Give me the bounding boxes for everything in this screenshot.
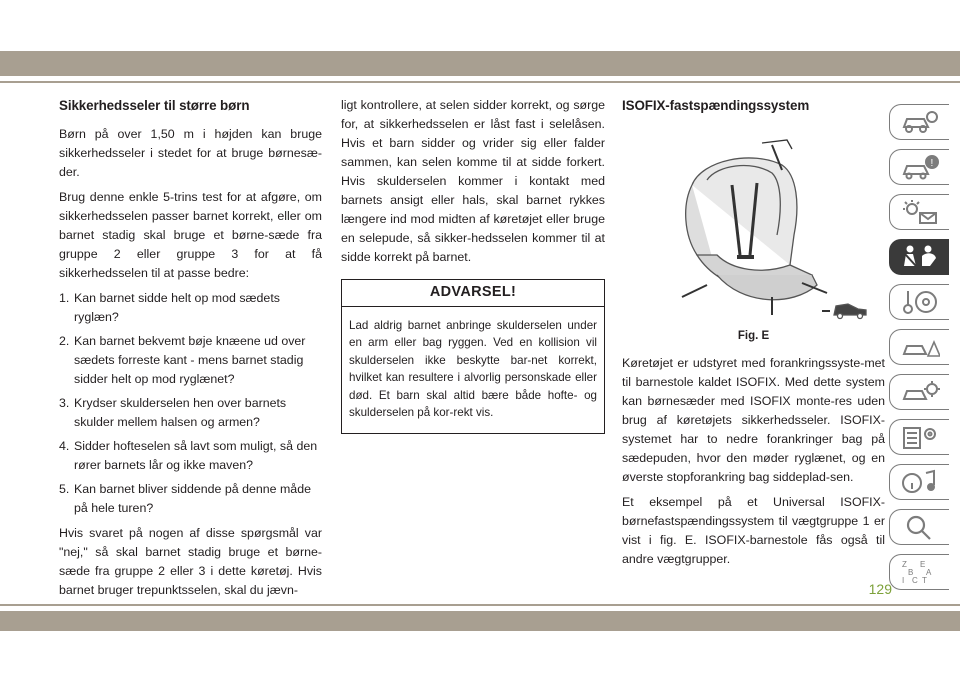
paragraph: Brug denne enkle 5-trins test for at afgøre, om sikkerhedsselen passer barnet korrekt, eller om barnet stadig skal bruge et børne-sæde fra gruppe 2 eller gruppe 3 for at få sikkerhedsselen til at passe bedre: xyxy=(59,190,322,280)
isofix-child-seat-illustration xyxy=(622,125,885,325)
paragraph: Køretøjet er udstyret med forankringssyste-met til barnestole kaldet ISOFIX. Med dette system kan børnesæder med ISOFIX monte-res uden brug af køretøjets sikkerhedsseler. ISOFIX-systemet har to nedre forankringer bag på sædepuden, hvor den møder ryglænet, og en øverste stopforankring bag siddeplad-sen. xyxy=(622,356,885,484)
list-item xyxy=(59,480,322,518)
list-item xyxy=(59,437,322,475)
page-number: 129 xyxy=(868,581,892,597)
list-text: Kan barnet sidde helt op mod sædets ryglæn? xyxy=(74,291,280,324)
list-item xyxy=(59,332,322,389)
list-text: Kan barnet bekvemt bøje knæene ud over sædets forreste kant - mens barnet stadig sidder helt op mod ryglænet? xyxy=(74,334,306,386)
list-number: 1. xyxy=(59,291,70,305)
search-index-icon xyxy=(900,514,940,540)
tab-multimedia[interactable] xyxy=(889,464,949,500)
list-text: Kan barnet bliver siddende på denne måde på hele turen? xyxy=(74,482,311,515)
list-text: Krydser skulderselen hen over barnets skulder mellem halsen og armen? xyxy=(74,396,287,429)
tab-car-warning[interactable] xyxy=(889,149,949,185)
tab-search[interactable] xyxy=(889,509,949,545)
svg-text:C: C xyxy=(911,576,918,585)
paragraph: ligt kontrollere, at selen sidder korrekt, og sørge for, at sikkerhedsselen er låst fast i selelåsen. Hvis et barn sidder og vrider sig eller falder sammen, kan selen komme til at sidde forkert. Hvis skulderselen kommer i kontakt med barnets ansigt eller hals, skal barnet rykkes længere ind mod midten af køretøjet eller bruge en selepude, så sikker-hedsselen kommer til at sidde korrekt på barnet. xyxy=(341,98,605,264)
list-number: 4. xyxy=(59,439,70,453)
car-service-icon xyxy=(900,379,940,405)
paragraph: Børn på over 1,50 m i højden kan bruge sikkerhedsseler i stedet for at bruge børnesæ-der. xyxy=(59,127,322,179)
tab-car-service[interactable] xyxy=(889,374,949,410)
tab-car-info[interactable] xyxy=(889,104,949,140)
svg-text:T: T xyxy=(921,576,927,585)
svg-text:I: I xyxy=(901,576,904,585)
svg-text:!: ! xyxy=(930,158,933,169)
middle-column xyxy=(341,96,605,434)
svg-text:B: B xyxy=(907,568,913,577)
svg-text:Z: Z xyxy=(901,560,907,569)
warning-title: ADVARSEL! xyxy=(342,280,604,307)
warning-box xyxy=(341,279,605,434)
seat-airbag-icon xyxy=(900,244,940,270)
right-column xyxy=(622,96,885,575)
list-number: 3. xyxy=(59,396,70,410)
left-column xyxy=(59,96,322,606)
svg-text:E: E xyxy=(919,560,925,569)
tab-seat-airbag[interactable] xyxy=(889,239,949,275)
figure-child-seat xyxy=(622,125,885,325)
list-text: Sidder hofteselen så lavt som muligt, så den rører barnets lår og ikke maven? xyxy=(74,439,318,472)
bottom-rule xyxy=(0,604,960,606)
warning-text: Lad aldrig barnet anbringe skulderselen under en arm eller bag ryggen. Ved en kollision vil skulderselen ikke beskytte bar-net korrekt, hvilket kan resultere i alvorlig personskade eller død. Et barn skal altid bære både hofte- og skulderselen på kor-rekt vis. xyxy=(349,319,597,420)
svg-text:A: A xyxy=(925,568,931,577)
list-item xyxy=(59,289,322,327)
language-index-icon xyxy=(900,559,940,585)
tab-lights-message[interactable] xyxy=(889,194,949,230)
settings-list-icon xyxy=(900,424,940,450)
paragraph: Et eksempel på et Universal ISOFIX-børnefastspændingssystem til vægtgruppe 1 er vist i fig. E. ISOFIX-barnestole fås også til andre vægtgrupper. xyxy=(622,495,885,566)
multimedia-icon xyxy=(900,469,940,495)
section-heading-isofix: ISOFIX-fastspændingssystem xyxy=(622,98,810,113)
tab-key-steering[interactable] xyxy=(889,284,949,320)
test-list xyxy=(59,289,322,518)
car-warning-icon xyxy=(900,154,940,180)
paragraph: Hvis svaret på nogen af disse spørgsmål var "nej," så skal barnet stadig bruge et børne-sæde fra gruppe 2 eller 3 i dette køretøj. Hvis barnet bruger trepunktsselen, skal du jævn- xyxy=(59,526,322,597)
lights-message-icon xyxy=(900,199,940,225)
chapter-tabs xyxy=(889,104,949,599)
car-info-icon xyxy=(900,109,940,135)
top-rule xyxy=(0,81,960,83)
list-item xyxy=(59,394,322,432)
tab-hazard[interactable] xyxy=(889,329,949,365)
bottom-color-band xyxy=(0,611,960,631)
figure-caption: Fig. E xyxy=(737,330,770,342)
key-steering-icon xyxy=(900,289,940,315)
top-color-band xyxy=(0,51,960,76)
list-number: 2. xyxy=(59,334,70,348)
tab-language-index[interactable] xyxy=(889,554,949,590)
list-number: 5. xyxy=(59,482,70,496)
hazard-triangle-icon xyxy=(900,334,940,360)
section-heading-seatbelts: Sikkerhedsseler til større børn xyxy=(59,98,250,113)
tab-settings-list[interactable] xyxy=(889,419,949,455)
